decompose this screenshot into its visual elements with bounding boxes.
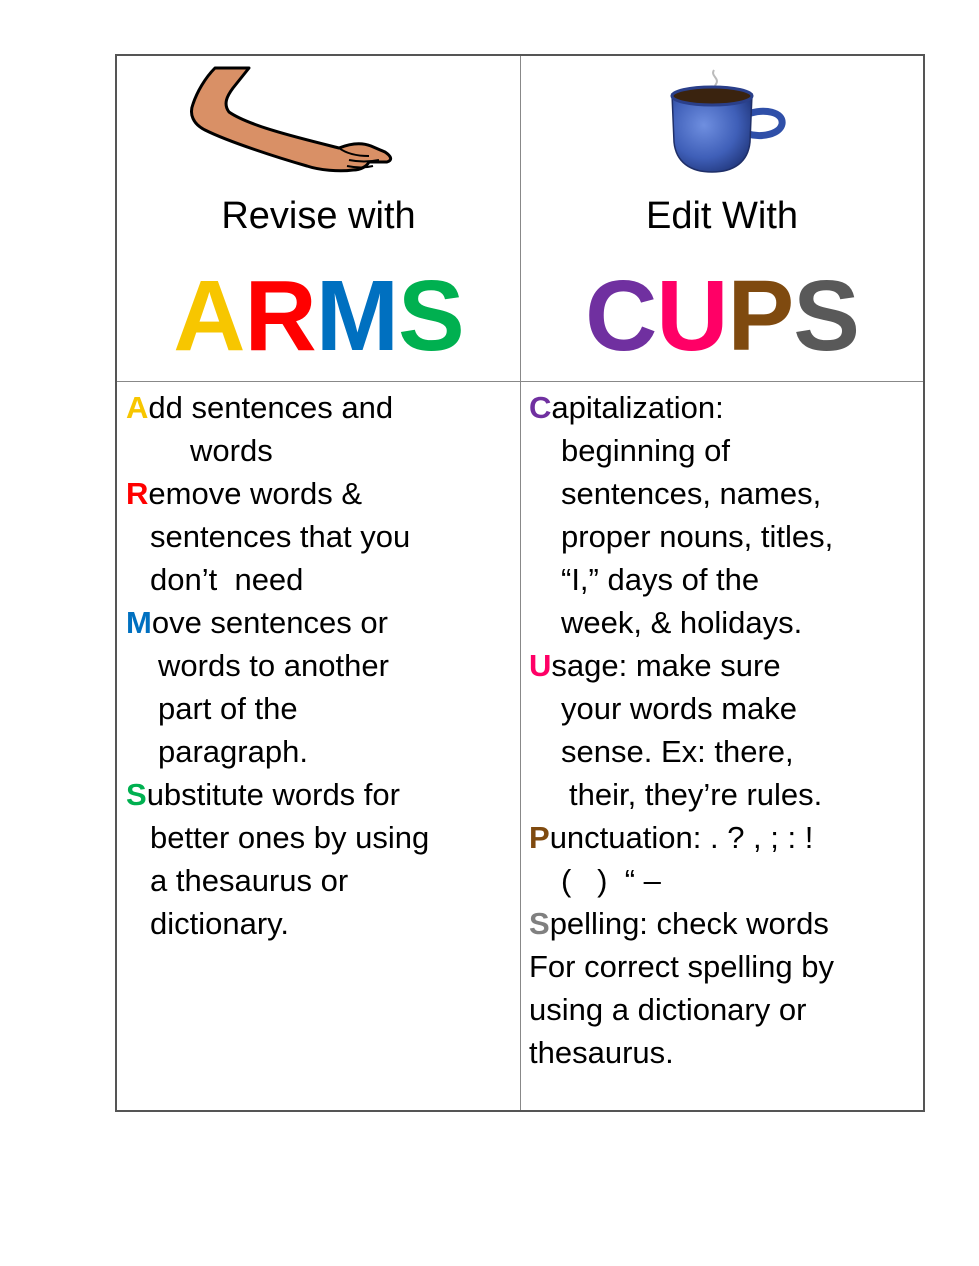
arm-icon [189, 66, 395, 174]
cups-item-text: unctuation: . ? , ; : ! [549, 820, 814, 855]
cups-item-first-line [529, 816, 813, 859]
cups-item-first-line [529, 644, 781, 687]
arms-item-line: words [190, 433, 273, 468]
cups-item-line: sentences, names, [561, 476, 822, 511]
arms-list [126, 382, 518, 1112]
cups-item-line: ( ) “ – [561, 863, 661, 898]
cups-item-line: thesaurus. [529, 1035, 674, 1070]
cups-acronym-letter: U [656, 260, 728, 372]
cups-item-line: beginning of [561, 433, 730, 468]
cups-acronym-letter: S [793, 260, 859, 372]
arms-item-first-line [126, 601, 388, 644]
arms-item-first-line [126, 386, 393, 429]
arms-header-cell [117, 56, 520, 381]
arms-item-initial: M [126, 605, 152, 640]
cups-item-line: your words make [561, 691, 798, 726]
cups-item-initial: C [529, 390, 552, 425]
arms-item-first-line [126, 472, 362, 515]
arms-item-initial: A [126, 390, 149, 425]
cups-item-line: their, they’re rules. [569, 777, 823, 812]
coffee-cup-icon [666, 68, 792, 174]
cups-item-initial: U [529, 648, 552, 683]
arms-item-text: dd sentences and [148, 390, 394, 425]
cups-item-text: sage: make sure [551, 648, 781, 683]
cups-item-line: “I,” days of the [561, 562, 760, 597]
cups-item-line: week, & holidays. [561, 605, 803, 640]
arms-item-text: emove words & [148, 476, 363, 511]
arms-acronym-letter: S [398, 260, 464, 372]
arms-acronym-letter: A [173, 260, 245, 372]
arms-item-initial: R [126, 476, 149, 511]
arms-cups-chart [115, 54, 925, 1112]
arms-acronym [117, 261, 520, 371]
arms-item-line: paragraph. [158, 734, 308, 769]
arms-item-line: words to another [158, 648, 389, 683]
arms-subtitle: Revise with [221, 195, 416, 237]
cups-item-text: pelling: check words [549, 906, 829, 941]
arms-item-line: dictionary. [150, 906, 289, 941]
cups-item-line: sense. Ex: there, [561, 734, 794, 769]
arms-item-line: part of the [158, 691, 298, 726]
arms-item-line: don’t need [150, 562, 304, 597]
arms-item-initial: S [126, 777, 147, 812]
arms-acronym-letter: R [244, 260, 316, 372]
cups-header-cell [521, 56, 923, 381]
cups-item-initial: S [529, 906, 550, 941]
cups-list [529, 382, 921, 1112]
cups-item-text: apitalization: [551, 390, 724, 425]
arms-item-line: sentences that you [150, 519, 411, 554]
cups-item-line: using a dictionary or [529, 992, 807, 1027]
cups-item-line: proper nouns, titles, [561, 519, 834, 554]
cups-item-initial: P [529, 820, 550, 855]
cups-acronym [521, 261, 923, 371]
cups-acronym-letter: P [727, 260, 794, 372]
cups-item-line: For correct spelling by [529, 949, 834, 984]
arms-item-text: ove sentences or [151, 605, 388, 640]
arms-acronym-letter: M [315, 260, 399, 372]
cups-acronym-letter: C [585, 260, 657, 372]
arms-item-first-line [126, 773, 400, 816]
cups-item-first-line [529, 902, 829, 945]
cups-subtitle: Edit With [645, 195, 799, 237]
arms-item-line: a thesaurus or [150, 863, 349, 898]
cups-item-first-line [529, 386, 724, 429]
arms-item-line: better ones by using [150, 820, 430, 855]
arms-item-text: ubstitute words for [146, 777, 400, 812]
